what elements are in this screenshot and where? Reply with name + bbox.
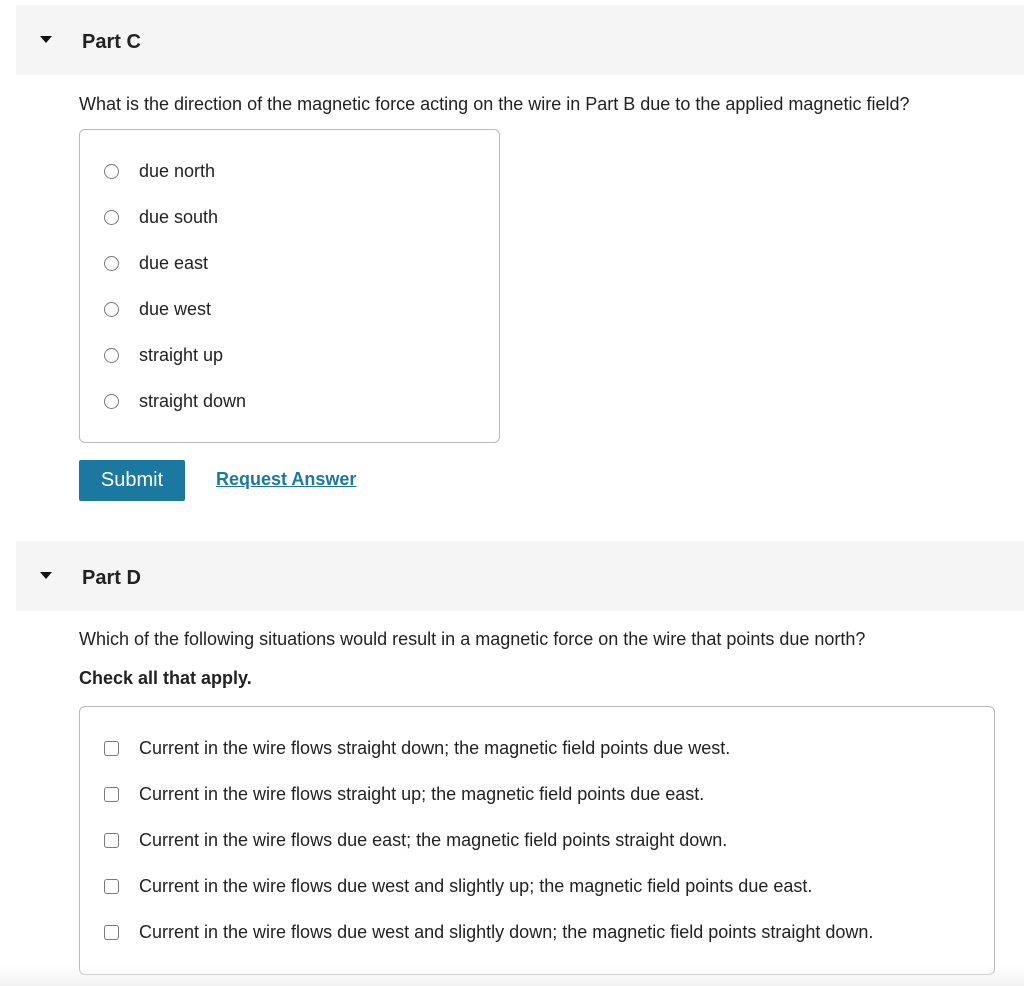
part-d-options <box>79 706 995 975</box>
checkbox[interactable] <box>104 925 119 940</box>
radio-option[interactable] <box>104 249 208 277</box>
option-label: due south <box>139 206 219 227</box>
radio-option[interactable] <box>104 341 223 369</box>
part-c-question: What is the direction of the magnetic force acting on the wire in Part B due to the applied magnetic field? <box>79 94 910 114</box>
bottom-fade <box>0 966 1024 986</box>
radio-button[interactable] <box>104 302 119 317</box>
option-label: Current in the wire flows due east; the magnetic field points straight down. <box>139 829 728 850</box>
option-label: Current in the wire flows due west and slightly down; the magnetic field points straight down. <box>139 921 874 942</box>
checkbox-option[interactable] <box>104 872 812 900</box>
part-c-title: Part C <box>82 31 141 53</box>
request-answer-link[interactable]: Request Answer <box>216 469 357 489</box>
checkbox[interactable] <box>104 833 119 848</box>
option-label: due east <box>139 252 209 273</box>
part-d-question: Which of the following situations would result in a magnetic force on the wire that points due north? <box>79 629 866 649</box>
part-d-instruction: Check all that apply. <box>79 668 252 688</box>
caret-down-icon[interactable] <box>40 36 52 43</box>
checkbox-option[interactable] <box>104 734 730 762</box>
submit-button[interactable]: Submit <box>79 460 185 501</box>
caret-down-icon[interactable] <box>40 572 52 579</box>
checkbox[interactable] <box>104 879 119 894</box>
checkbox[interactable] <box>104 787 119 802</box>
option-label: straight up <box>139 344 224 365</box>
option-label: straight down <box>139 390 247 411</box>
checkbox-option[interactable] <box>104 780 704 808</box>
part-d-title: Part D <box>82 567 141 589</box>
checkbox-option[interactable] <box>104 918 873 946</box>
radio-button[interactable] <box>104 348 119 363</box>
radio-option[interactable] <box>104 203 218 231</box>
option-label: Current in the wire flows straight up; the magnetic field points due east. <box>139 783 705 804</box>
option-label: due north <box>139 160 216 181</box>
checkbox-option[interactable] <box>104 826 727 854</box>
radio-button[interactable] <box>104 164 119 179</box>
option-label: Current in the wire flows straight down; the magnetic field points due west. <box>139 737 731 758</box>
part-d-header[interactable] <box>16 541 1024 611</box>
radio-button[interactable] <box>104 256 119 271</box>
part-c-options <box>79 129 500 443</box>
part-c-header[interactable] <box>16 5 1024 75</box>
radio-button[interactable] <box>104 394 119 409</box>
radio-button[interactable] <box>104 210 119 225</box>
option-label: due west <box>139 298 212 319</box>
radio-option[interactable] <box>104 295 211 323</box>
radio-option[interactable] <box>104 387 246 415</box>
option-label: Current in the wire flows due west and slightly up; the magnetic field points due east. <box>139 875 813 896</box>
checkbox[interactable] <box>104 741 119 756</box>
radio-option[interactable] <box>104 157 215 185</box>
